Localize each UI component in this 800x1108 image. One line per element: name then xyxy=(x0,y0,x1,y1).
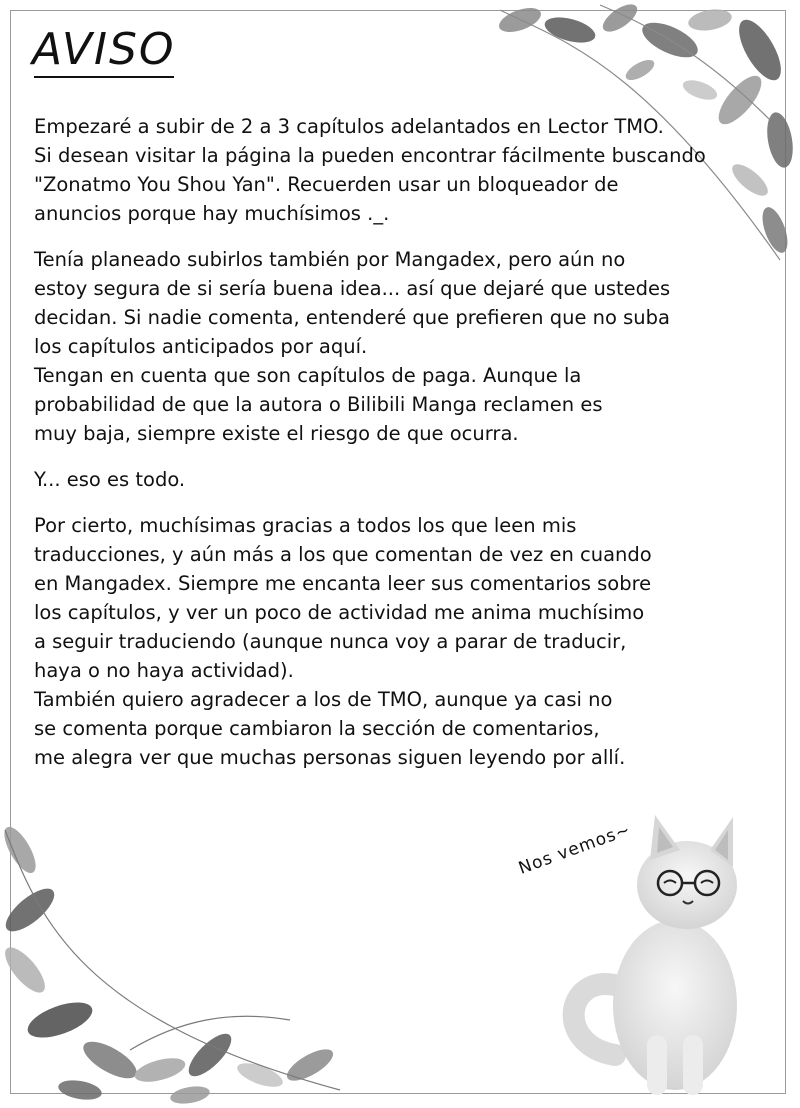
text-line: me alegra ver que muchas personas siguen leyendo por allí. xyxy=(34,746,626,769)
text-line: a seguir traduciendo (aunque nunca voy a parar de traducir, xyxy=(34,630,627,653)
text-line: Tenía planeado subirlos también por Mangadex, pero aún no xyxy=(34,248,626,271)
paragraph xyxy=(34,465,734,494)
text-line: los capítulos anticipados por aquí. xyxy=(34,335,368,358)
text-line: decidan. Si nadie comenta, entenderé que prefieren que no suba xyxy=(34,306,670,329)
paragraph xyxy=(34,511,734,772)
text-line: Empezaré a subir de 2 a 3 capítulos adelantados en Lector TMO. xyxy=(34,115,664,138)
text-line: haya o no haya actividad). xyxy=(34,659,294,682)
text-line: anuncios porque hay muchísimos ._. xyxy=(34,202,390,225)
text-line: probabilidad de que la autora o Bilibili Manga reclamen es xyxy=(34,393,603,416)
text-line: También quiero agradecer a los de TMO, aunque ya casi no xyxy=(34,688,613,711)
text-line: Y... eso es todo. xyxy=(34,468,186,491)
text-line: Tengan en cuenta que son capítulos de paga. Aunque la xyxy=(34,364,582,387)
text-line: Por cierto, muchísimas gracias a todos los que leen mis xyxy=(34,514,577,537)
text-line: traducciones, y aún más a los que comentan de vez en cuando xyxy=(34,543,652,566)
text-line: estoy segura de si sería buena idea... así que dejaré que ustedes xyxy=(34,277,671,300)
text-line: "Zonatmo You Shou Yan". Recuerden usar un bloqueador de xyxy=(34,173,619,196)
title-underline xyxy=(34,76,174,78)
text-line: los capítulos, y ver un poco de actividad me anima muchísimo xyxy=(34,601,645,624)
paragraph xyxy=(34,245,734,448)
signoff-text: Nos vemos~ xyxy=(516,819,634,879)
text-line: Si desean visitar la página la pueden encontrar fácilmente buscando xyxy=(34,144,706,167)
text-line: muy baja, siempre existe el riesgo de que ocurra. xyxy=(34,422,519,445)
paragraph xyxy=(34,112,734,228)
text-line: en Mangadex. Siempre me encanta leer sus comentarios sobre xyxy=(34,572,652,595)
notice-body xyxy=(34,112,734,789)
leaf-cluster-bottom-left-icon xyxy=(0,820,400,1108)
page-title: AVISO xyxy=(32,24,176,75)
text-line: se comenta porque cambiaron la sección de comentarios, xyxy=(34,717,600,740)
